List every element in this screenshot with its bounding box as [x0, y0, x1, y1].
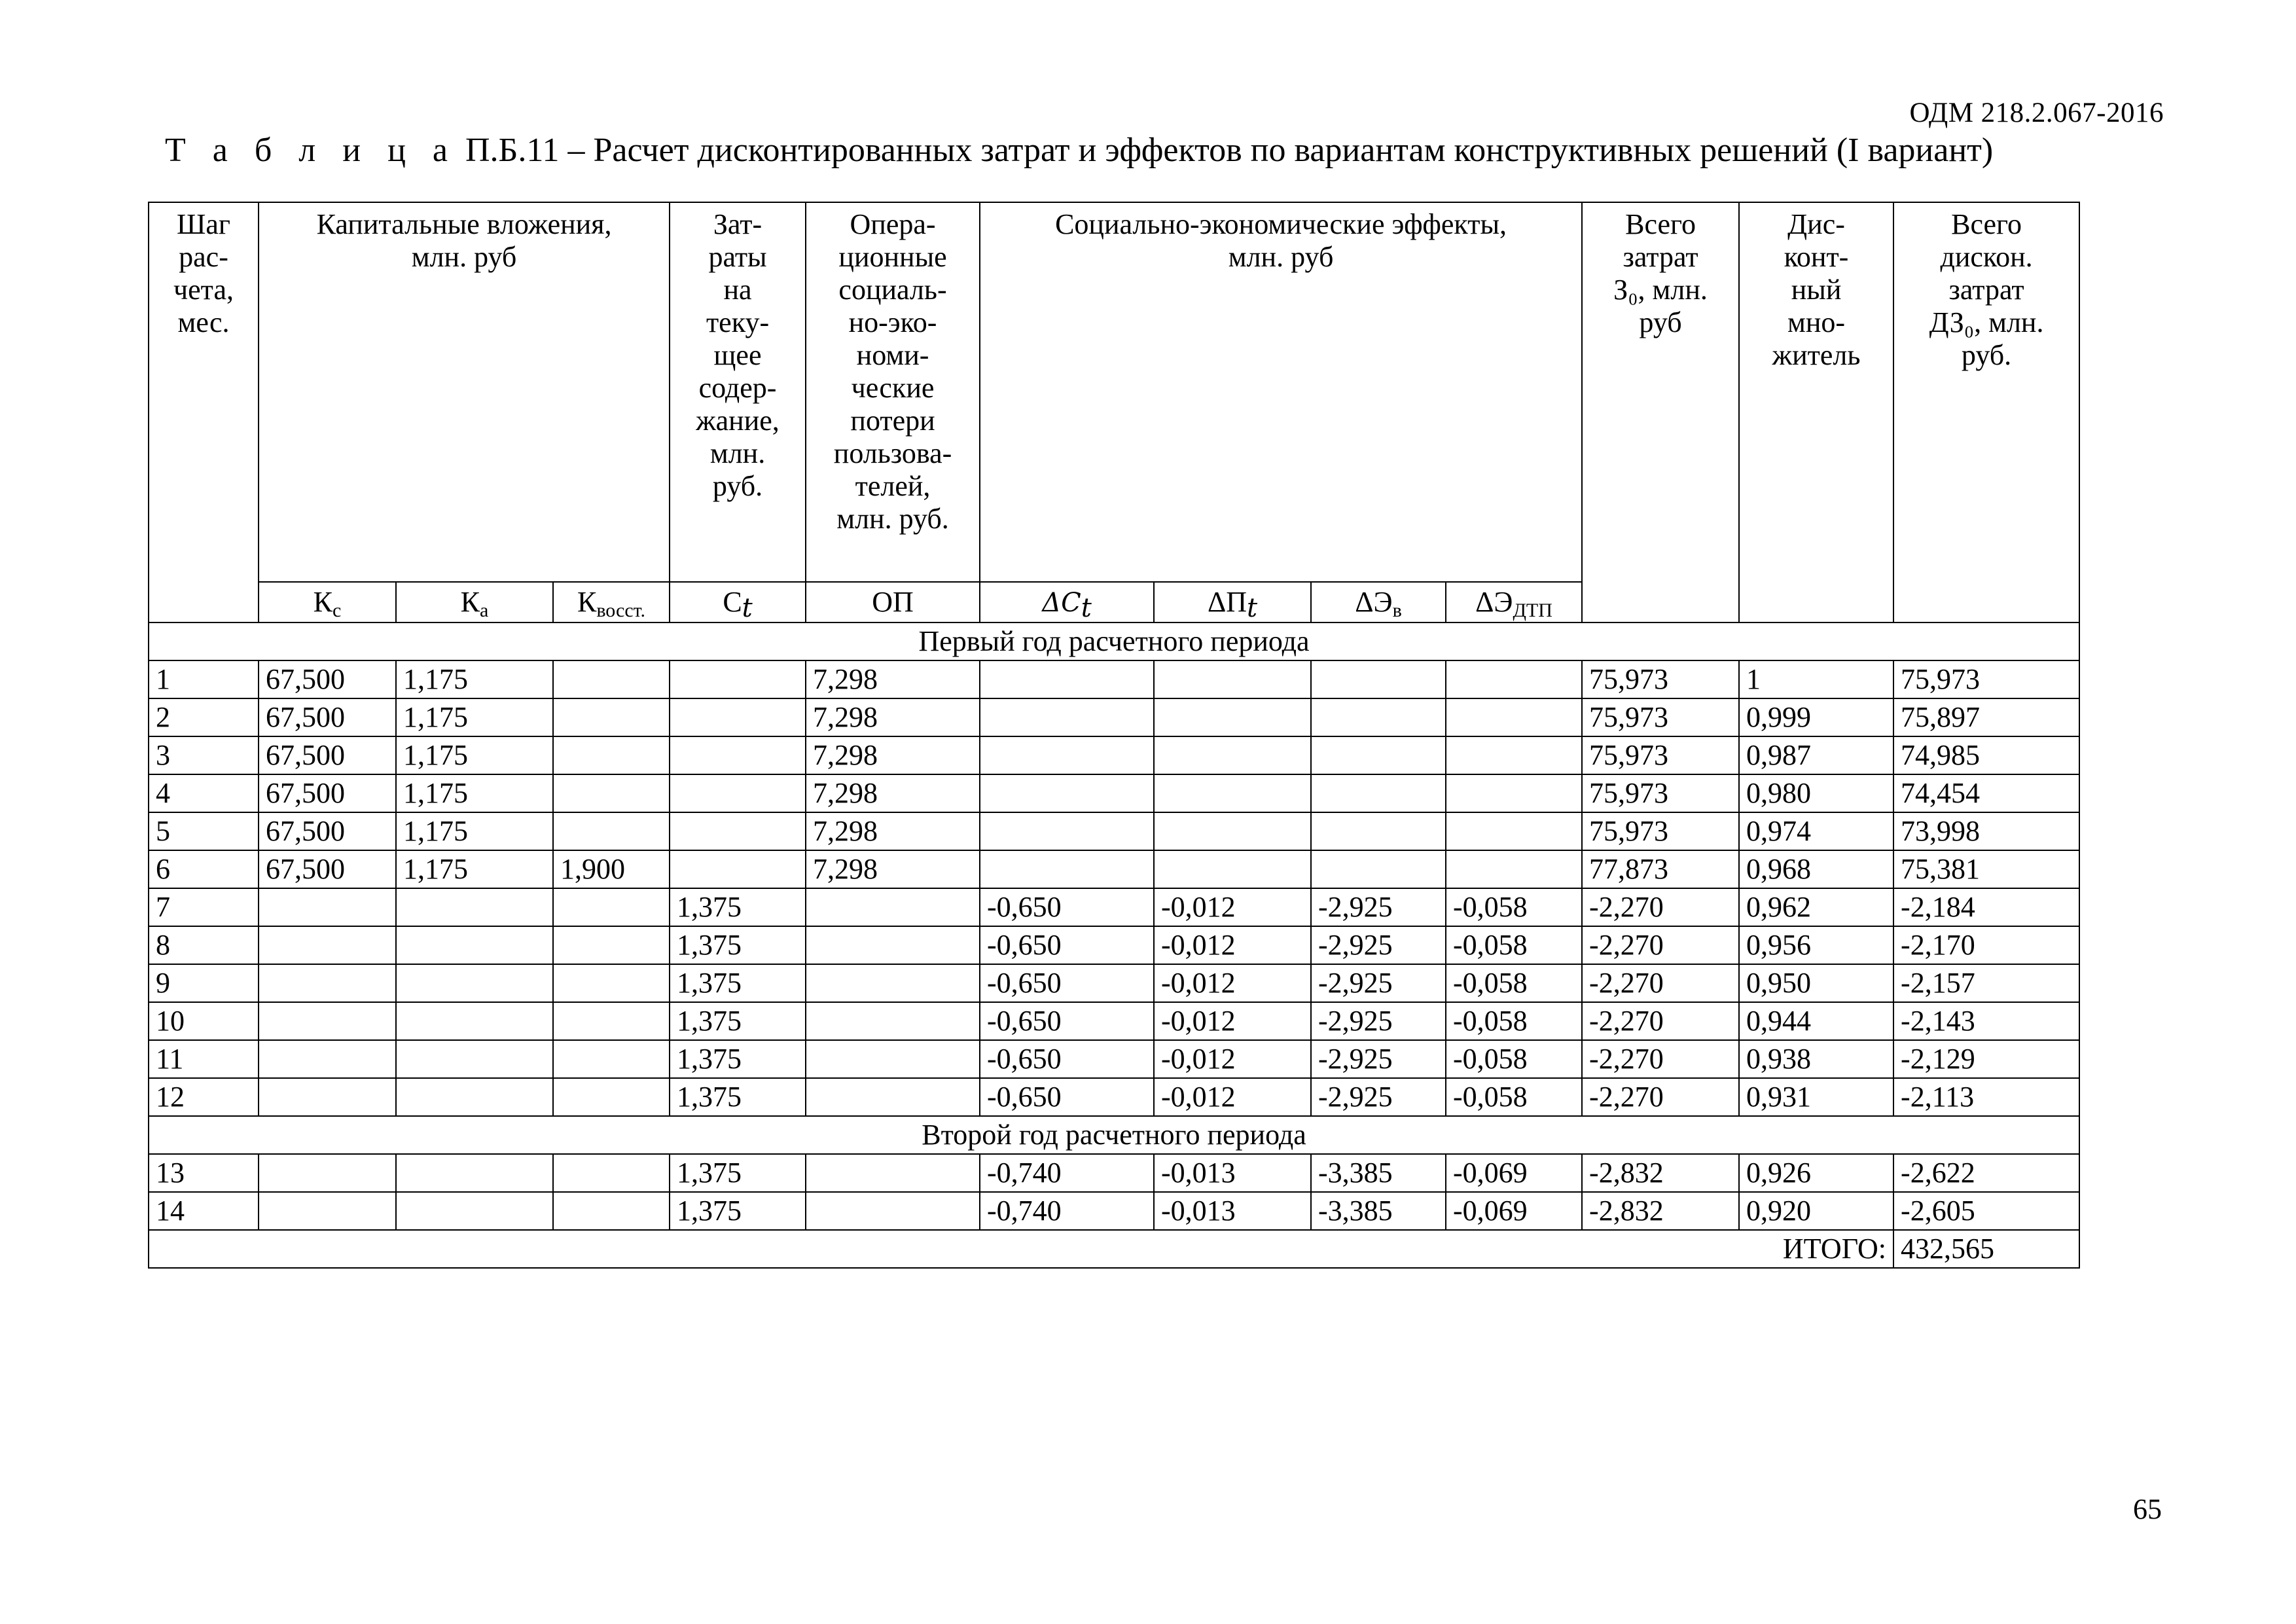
table-cell: -0,012: [1154, 1040, 1311, 1078]
table-cell: -2,925: [1311, 888, 1446, 926]
table-cell: 10: [149, 1002, 259, 1040]
table-cell: [980, 850, 1154, 888]
table-cell: 75,973: [1893, 660, 2079, 698]
table-cell: 12: [149, 1078, 259, 1116]
table-row: [149, 888, 2079, 926]
table-cell: 1,175: [396, 850, 553, 888]
table-cell: [553, 698, 670, 736]
table-cell: 67,500: [259, 660, 396, 698]
table-cell: 0,956: [1739, 926, 1893, 964]
table-cell: -2,832: [1582, 1192, 1739, 1230]
table-cell: -2,143: [1893, 1002, 2079, 1040]
table-cell: [670, 774, 806, 812]
header-row: [149, 202, 2079, 582]
table-cell: 1,175: [396, 812, 553, 850]
table-cell: [396, 926, 553, 964]
table-cell: -0,012: [1154, 1078, 1311, 1116]
table-cell: 75,897: [1893, 698, 2079, 736]
table-cell: [553, 1040, 670, 1078]
table-cell: 4: [149, 774, 259, 812]
table-cell: -0,740: [980, 1192, 1154, 1230]
table-cell: [806, 1040, 980, 1078]
table-cell: [553, 736, 670, 774]
header-capital: Капитальные вложения, млн. руб: [259, 202, 670, 582]
header-total-costs: Всего затрат З₀, млн. руб: [1582, 202, 1739, 623]
table-cell: 6: [149, 850, 259, 888]
table-row: [149, 812, 2079, 850]
table-cell: [259, 1040, 396, 1078]
table-cell: 67,500: [259, 850, 396, 888]
table-cell: [670, 698, 806, 736]
table-cell: -0,740: [980, 1154, 1154, 1192]
table-cell: -2,113: [1893, 1078, 2079, 1116]
table-cell: [396, 1192, 553, 1230]
header-social: Социально-экономические эффекты, млн. руб: [980, 202, 1582, 582]
table-cell: 0,968: [1739, 850, 1893, 888]
table-cell: [1311, 812, 1446, 850]
table-cell: 7,298: [806, 660, 980, 698]
table-cell: 1,175: [396, 736, 553, 774]
table-cell: [1446, 850, 1582, 888]
table-cell: [553, 812, 670, 850]
table-cell: 77,873: [1582, 850, 1739, 888]
caption-number: П.Б.11: [465, 132, 560, 169]
table-cell: [670, 736, 806, 774]
table-cell: 67,500: [259, 698, 396, 736]
table-cell: [1311, 660, 1446, 698]
table-cell: 13: [149, 1154, 259, 1192]
symbol-kvos: $К_{восст.}$: [553, 582, 670, 623]
table-cell: [396, 1040, 553, 1078]
symbol-kc: $К_с$: [259, 582, 396, 623]
table-cell: -2,129: [1893, 1040, 2079, 1078]
table-cell: -2,925: [1311, 1002, 1446, 1040]
table-cell: -2,270: [1582, 1078, 1739, 1116]
symbol-ct: $С_t$: [670, 582, 806, 623]
table-cell: [980, 774, 1154, 812]
table-cell: 75,973: [1582, 698, 1739, 736]
table-cell: 75,973: [1582, 736, 1739, 774]
table-row: [149, 736, 2079, 774]
header-step: Шаг рас- чета, мес.: [149, 202, 259, 623]
table-cell: [553, 964, 670, 1002]
table-cell: 73,998: [1893, 812, 2079, 850]
table-cell: [553, 1078, 670, 1116]
table-cell: 1,175: [396, 698, 553, 736]
table-cell: 8: [149, 926, 259, 964]
table-cell: 7,298: [806, 812, 980, 850]
table-cell: -2,925: [1311, 926, 1446, 964]
table-cell: -2,270: [1582, 964, 1739, 1002]
section-year2-label: Второй год расчетного периода: [149, 1116, 2079, 1154]
table-cell: -0,058: [1446, 926, 1582, 964]
table-cell: [806, 1002, 980, 1040]
symbol-op: ОП: [806, 582, 980, 623]
table-cell: [806, 1192, 980, 1230]
table-cell: [396, 1078, 553, 1116]
table-cell: [806, 1078, 980, 1116]
table-caption: [165, 131, 2181, 170]
table-cell: [806, 926, 980, 964]
table-cell: [553, 926, 670, 964]
table-cell: -0,012: [1154, 926, 1311, 964]
table-cell: [1311, 774, 1446, 812]
table-cell: [553, 774, 670, 812]
table-cell: -2,270: [1582, 1002, 1739, 1040]
symbol-dpt: $\Delta П_t$: [1154, 582, 1311, 623]
table-cell: [396, 964, 553, 1002]
table-cell: 1,375: [670, 1002, 806, 1040]
table-cell: [259, 926, 396, 964]
table-row: [149, 660, 2079, 698]
table-cell: [553, 1154, 670, 1192]
table-cell: 67,500: [259, 774, 396, 812]
table-cell: 75,381: [1893, 850, 2079, 888]
table-cell: [1311, 736, 1446, 774]
table-cell: 9: [149, 964, 259, 1002]
table-row: [149, 774, 2079, 812]
table-cell: [1446, 698, 1582, 736]
table-cell: 5: [149, 812, 259, 850]
table-cell: -0,058: [1446, 1002, 1582, 1040]
table-cell: [259, 1192, 396, 1230]
caption-prefix: Т а б л и ц а: [165, 132, 457, 169]
section-year1: [149, 623, 2079, 660]
table-cell: [1446, 660, 1582, 698]
table-cell: -0,058: [1446, 964, 1582, 1002]
table-row: [149, 850, 2079, 888]
table-cell: 1: [149, 660, 259, 698]
section-year2: [149, 1116, 2079, 1154]
table-row: [149, 926, 2079, 964]
table-cell: -0,058: [1446, 1078, 1582, 1116]
table-cell: -0,012: [1154, 1002, 1311, 1040]
table-cell: 74,454: [1893, 774, 2079, 812]
table-cell: [1154, 660, 1311, 698]
table-cell: -2,157: [1893, 964, 2079, 1002]
table-cell: -2,925: [1311, 1040, 1446, 1078]
table-cell: 0,950: [1739, 964, 1893, 1002]
table-cell: -0,650: [980, 1002, 1154, 1040]
table-cell: [670, 812, 806, 850]
table-cell: 7,298: [806, 850, 980, 888]
table-cell: -3,385: [1311, 1154, 1446, 1192]
table-cell: [259, 1078, 396, 1116]
table-cell: [1154, 850, 1311, 888]
table-cell: 67,500: [259, 736, 396, 774]
table-cell: [670, 660, 806, 698]
table-cell: [1446, 736, 1582, 774]
total-value: 432,565: [1893, 1230, 2079, 1268]
table-cell: [1446, 774, 1582, 812]
table-cell: -2,270: [1582, 888, 1739, 926]
table-cell: 1,375: [670, 1078, 806, 1116]
table-cell: 14: [149, 1192, 259, 1230]
table-cell: 75,973: [1582, 812, 1739, 850]
table-cell: [670, 850, 806, 888]
table-cell: 1,175: [396, 660, 553, 698]
table-cell: -2,925: [1311, 1078, 1446, 1116]
table-cell: -0,012: [1154, 964, 1311, 1002]
table-cell: -0,013: [1154, 1192, 1311, 1230]
table-cell: -0,058: [1446, 1040, 1582, 1078]
table-cell: [259, 1002, 396, 1040]
table-cell: -2,622: [1893, 1154, 2079, 1192]
table-cell: -2,270: [1582, 1040, 1739, 1078]
table-cell: 75,973: [1582, 774, 1739, 812]
table-cell: -2,270: [1582, 926, 1739, 964]
table-cell: [1154, 774, 1311, 812]
symbol-dev: $\Delta Э_в$: [1311, 582, 1446, 623]
table-cell: 1,175: [396, 774, 553, 812]
table-cell: 1,375: [670, 1040, 806, 1078]
table-cell: [396, 1154, 553, 1192]
table-row: [149, 698, 2079, 736]
table-cell: [553, 888, 670, 926]
table-cell: -3,385: [1311, 1192, 1446, 1230]
table-cell: 74,985: [1893, 736, 2079, 774]
table-cell: [1311, 698, 1446, 736]
table-cell: 1,375: [670, 1154, 806, 1192]
table-cell: 1: [1739, 660, 1893, 698]
table-cell: [259, 1154, 396, 1192]
header-discount: Дис- конт- ный мно- житель: [1739, 202, 1893, 623]
table-cell: -2,170: [1893, 926, 2079, 964]
table-cell: [806, 964, 980, 1002]
symbol-ka: $К_а$: [396, 582, 553, 623]
table-cell: [980, 660, 1154, 698]
table-cell: 0,962: [1739, 888, 1893, 926]
total-label: ИТОГО:: [149, 1230, 1893, 1268]
table-cell: 0,944: [1739, 1002, 1893, 1040]
header-maintenance: Зат- раты на теку- щее содер- жание, млн. руб.: [670, 202, 806, 582]
table-cell: 0,926: [1739, 1154, 1893, 1192]
table-cell: 2: [149, 698, 259, 736]
table-cell: -0,650: [980, 888, 1154, 926]
table-cell: -0,650: [980, 926, 1154, 964]
table-cell: [1154, 736, 1311, 774]
table-row: [149, 1154, 2079, 1192]
table-cell: [980, 698, 1154, 736]
table-cell: [806, 1154, 980, 1192]
table-cell: -0,012: [1154, 888, 1311, 926]
page-number: 65: [2133, 1493, 2162, 1525]
table-cell: 7,298: [806, 736, 980, 774]
table-cell: 7: [149, 888, 259, 926]
document-code: ОДМ 218.2.067-2016: [1909, 98, 2164, 128]
table-cell: -0,650: [980, 1040, 1154, 1078]
table-cell: 1,375: [670, 964, 806, 1002]
table-cell: [806, 888, 980, 926]
table-cell: 0,974: [1739, 812, 1893, 850]
table-cell: -0,650: [980, 964, 1154, 1002]
table-row: [149, 1192, 2079, 1230]
section-year1-label: Первый год расчетного периода: [149, 623, 2079, 660]
table-cell: 0,931: [1739, 1078, 1893, 1116]
table-cell: 7,298: [806, 698, 980, 736]
caption-title: – Расчет дисконтированных затрат и эффектов по вариантам конструктивных решений (I вариант): [567, 132, 1994, 169]
header-total-disc: Всего дискон. затрат ДЗ₀, млн. руб.: [1893, 202, 2079, 623]
table-row: [149, 1078, 2079, 1116]
table-cell: [1154, 812, 1311, 850]
table-row: [149, 1002, 2079, 1040]
table-cell: 0,987: [1739, 736, 1893, 774]
table-cell: [396, 1002, 553, 1040]
symbol-dedtp: $\Delta Э_{ДТП}$: [1446, 582, 1582, 623]
table-row: [149, 964, 2079, 1002]
table-cell: [553, 1002, 670, 1040]
table-cell: 0,938: [1739, 1040, 1893, 1078]
table-cell: -0,013: [1154, 1154, 1311, 1192]
table-cell: [259, 888, 396, 926]
table-cell: [980, 812, 1154, 850]
table-cell: 0,980: [1739, 774, 1893, 812]
header-operational: Опера- ционные социаль- но-эко- номи- ческие потери пользова- телей, млн. руб.: [806, 202, 980, 582]
table-cell: [259, 964, 396, 1002]
table-cell: 11: [149, 1040, 259, 1078]
table-cell: -0,069: [1446, 1192, 1582, 1230]
table-cell: [553, 1192, 670, 1230]
table-cell: -2,605: [1893, 1192, 2079, 1230]
table-cell: -0,650: [980, 1078, 1154, 1116]
table-cell: [1154, 698, 1311, 736]
table-cell: 1,375: [670, 926, 806, 964]
table-cell: 1,900: [553, 850, 670, 888]
table-cell: 0,999: [1739, 698, 1893, 736]
table-cell: 0,920: [1739, 1192, 1893, 1230]
table-cell: 75,973: [1582, 660, 1739, 698]
table-cell: [980, 736, 1154, 774]
table-cell: 7,298: [806, 774, 980, 812]
table-cell: -0,058: [1446, 888, 1582, 926]
table-cell: -2,184: [1893, 888, 2079, 926]
discounted-costs-table: [148, 202, 2080, 1269]
table-cell: [396, 888, 553, 926]
table-cell: -2,832: [1582, 1154, 1739, 1192]
total-row: [149, 1230, 2079, 1268]
table-cell: [553, 660, 670, 698]
table-cell: [1446, 812, 1582, 850]
table-cell: 67,500: [259, 812, 396, 850]
table-cell: 1,375: [670, 1192, 806, 1230]
table-cell: -0,069: [1446, 1154, 1582, 1192]
table-cell: 1,375: [670, 888, 806, 926]
table-cell: 3: [149, 736, 259, 774]
table-row: [149, 1040, 2079, 1078]
table-cell: -2,925: [1311, 964, 1446, 1002]
table-cell: [1311, 850, 1446, 888]
symbol-dct: $\Delta C_t$: [980, 582, 1154, 623]
